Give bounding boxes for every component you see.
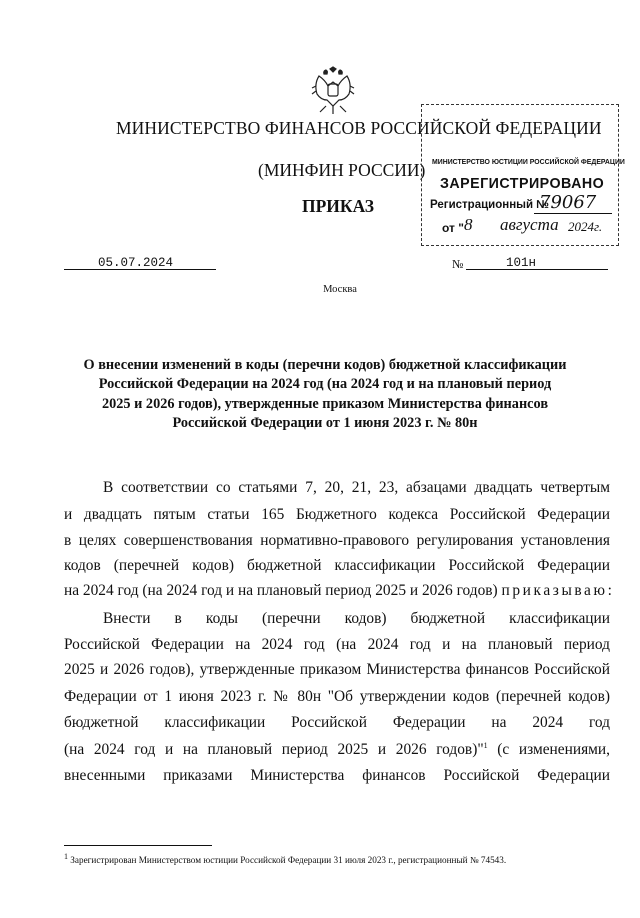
order-number-sign: № bbox=[452, 257, 464, 271]
title-line: Российской Федерации на 2024 год (на 2024 год и на плановый период bbox=[98, 376, 552, 393]
body-line: Российской Федерации на 2024 год (на 2024 год и на плановый период bbox=[64, 636, 610, 653]
order-city: Москва bbox=[323, 284, 357, 295]
footnote-text: Зарегистрирован Министерством юстиции Российской Федерации 31 июля 2023 г., регистрационный № 74543. bbox=[68, 855, 507, 866]
body-text: (с изменениями, bbox=[487, 741, 610, 759]
footnote-reference[interactable]: 1 bbox=[483, 741, 488, 750]
stamp-year: 2024г. bbox=[568, 219, 603, 234]
document-title bbox=[60, 356, 590, 434]
title-line: 2025 и 2026 годов), утвержденные приказом Министерства финансов bbox=[101, 395, 549, 412]
title-line: О внесении изменений в коды (перечни кодов) бюджетной классификации bbox=[83, 357, 567, 373]
body-line: В соответствии со статьями 7, 20, 21, 23, абзацами двадцать четвертым bbox=[103, 479, 610, 496]
body-line: в целях совершенствования нормативно-правового регулирования установления bbox=[64, 532, 610, 549]
stamp-number-underline bbox=[534, 213, 612, 214]
stamp-month: августа bbox=[500, 215, 559, 234]
body-line bbox=[64, 741, 610, 759]
stamp-authority: МИНИСТЕРСТВО ЮСТИЦИИ РОССИЙСКОЙ ФЕДЕРАЦИИ bbox=[432, 157, 625, 166]
body-text: (на 2024 год и на плановый период 2025 и 2026 годов)" bbox=[64, 741, 484, 759]
order-date: 05.07.2024 bbox=[98, 256, 174, 270]
order-verb: приказываю: bbox=[501, 582, 615, 599]
stamp-day: 8 bbox=[464, 215, 473, 234]
body-line bbox=[64, 582, 615, 600]
ministry-title: МИНИСТЕРСТВО ФИНАНСОВ РОССИЙСКОЙ ФЕДЕРАЦИИ bbox=[116, 118, 602, 138]
ministry-short-name: (МИНФИН РОССИИ) bbox=[258, 160, 426, 180]
body-line: Федерации от 1 июня 2023 г. № 80н "Об утверждении кодов (перечней кодов) bbox=[64, 688, 610, 705]
body-line: 2025 и 2026 годов), утвержденные приказом Министерства финансов Российской bbox=[64, 661, 610, 678]
body-line: кодов (перечней кодов) бюджетной классификации Российской Федерации bbox=[64, 557, 610, 574]
body-line: бюджетной классификации Российской Федерации на 2024 год bbox=[64, 714, 610, 731]
stamp-reg-number: 79067 bbox=[539, 192, 597, 213]
body-line: Внести в коды (перечни кодов) бюджетной классификации bbox=[103, 610, 610, 627]
order-number-underline bbox=[466, 269, 608, 270]
footnote bbox=[64, 852, 506, 865]
stamp-date-prefix: от " bbox=[442, 221, 464, 235]
document-type: ПРИКАЗ bbox=[302, 196, 375, 216]
order-date-underline bbox=[64, 269, 216, 270]
body-line: и двадцать пятым статьи 165 Бюджетного кодекса Российской Федерации bbox=[64, 506, 610, 523]
body-text: на 2024 год (на 2024 год и на плановый период 2025 и 2026 годов) bbox=[64, 582, 502, 599]
stamp-status: ЗАРЕГИСТРИРОВАНО bbox=[440, 175, 605, 192]
body-line: внесенными приказами Министерства финансов Российской Федерации bbox=[64, 767, 610, 784]
state-emblem-icon bbox=[310, 66, 356, 116]
footnote-mark: 1 bbox=[64, 852, 68, 861]
title-line: Российской Федерации от 1 июня 2023 г. № 80н bbox=[172, 415, 478, 432]
order-number: 101н bbox=[506, 256, 537, 270]
registration-stamp bbox=[421, 104, 625, 246]
stamp-reg-label: Регистрационный № bbox=[430, 199, 550, 211]
footnote-divider bbox=[64, 845, 212, 846]
